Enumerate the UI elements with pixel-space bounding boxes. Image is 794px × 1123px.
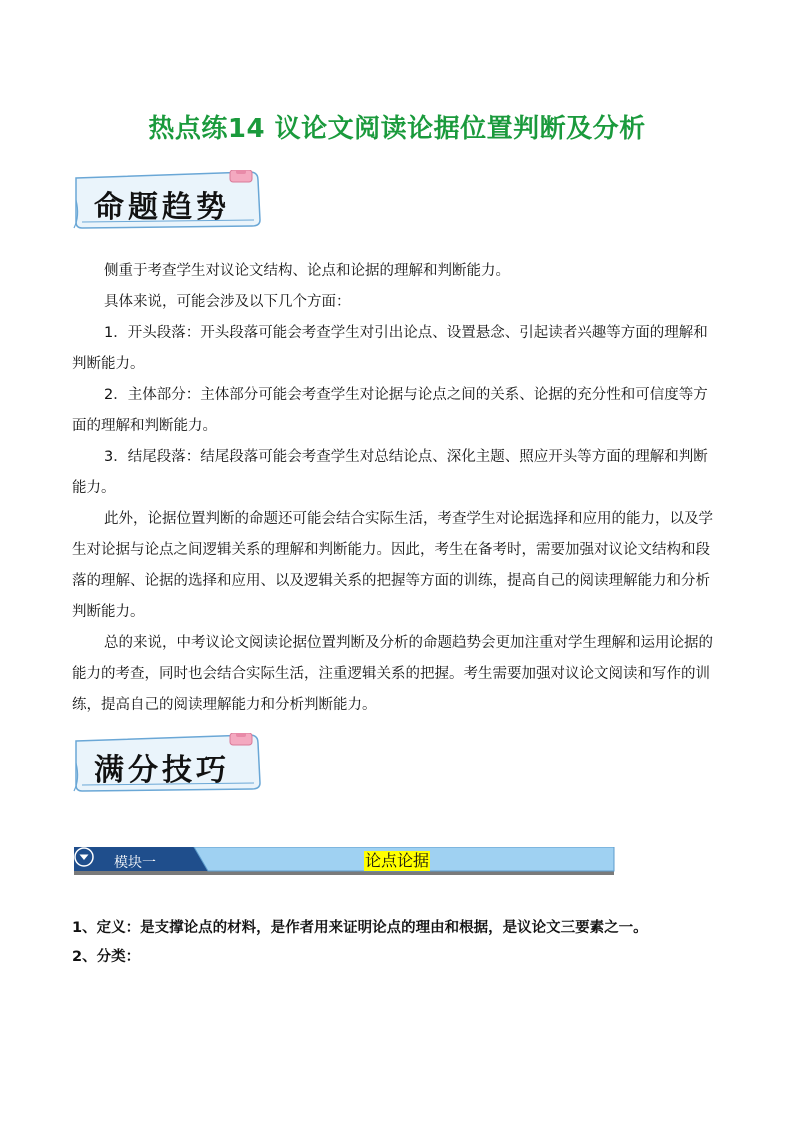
paragraph: 具体来说，可能会涉及以下几个方面： [104, 294, 351, 310]
paragraph: 侧重于考查学生对议论文结构、论点和论据的理解和判断能力。 [104, 263, 510, 279]
classification-line: 2、分类： [72, 949, 141, 965]
paragraph: 1．开头段落：开头段落可能会考查学生对引出论点、设置悬念、引起读者兴趣等方面的理解和判断能力。 [72, 325, 708, 372]
paragraph: 3．结尾段落：结尾段落可能会考查学生对总结论点、深化主题、照应开头等方面的理解和判断能力。 [72, 449, 708, 496]
module-label: 模块一 [114, 855, 156, 871]
section-tag-label: 满分技巧 [94, 753, 230, 788]
section-tag-skill [72, 733, 264, 793]
module-bar [74, 847, 616, 875]
chevron-down-icon[interactable] [74, 847, 94, 867]
definition-line: 1、定义：是支撑论点的材料，是作者用来证明论点的理由和根据，是议论文三要素之一。 [72, 920, 648, 936]
section-tag-label: 命题趋势 [94, 190, 230, 225]
paragraph: 总的来说，中考议论文阅读论据位置判断及分析的命题趋势会更加注重对学生理解和运用论据的能力的考查，同时也会结合实际生活，注重逻辑关系的把握。考生需要加强对议论文阅读和写作的训练，提高自己的阅读理解能力和分析判断能力。 [72, 635, 713, 713]
paragraph: 此外，论据位置判断的命题还可能会结合实际生活，考查学生对论据选择和应用的能力，以及学生对论据与论点之间逻辑关系的理解和判断能力。因此，考生在备考时，需要加强对议论文结构和段落的理解、论据的选择和应用、以及逻辑关系的把握等方面的训练，提高自己的阅读理解能力和分析判断能力。 [72, 511, 713, 620]
page-title: 热点练14 议论文阅读论据位置判断及分析 [148, 114, 646, 144]
module-title: 论点论据 [365, 851, 430, 870]
paragraph: 2．主体部分：主体部分可能会考查学生对论据与论点之间的关系、论据的充分性和可信度等方面的理解和判断能力。 [72, 387, 708, 434]
section-tag-trend [72, 170, 264, 230]
